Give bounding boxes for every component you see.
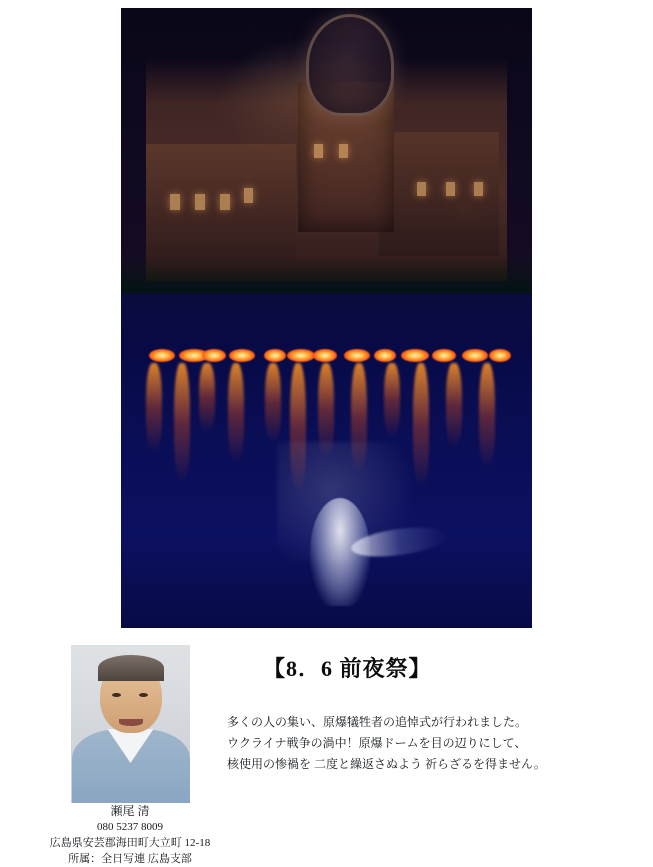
flame (432, 349, 456, 362)
article-body-line: 核使用の惨禍を 二度と繰返さぬよう 祈らざるを得ません。 (227, 757, 546, 771)
author-affiliation: 所属：全日写連 広島支部 (68, 853, 192, 865)
photo-canvas (121, 8, 532, 628)
lit-window (339, 144, 348, 158)
portrait-mouth (119, 719, 143, 726)
flame-reflection (228, 363, 244, 463)
flame (374, 349, 396, 362)
lit-window (170, 194, 180, 210)
author-phone: 080 5237 8009 (97, 821, 163, 833)
main-photograph (121, 8, 532, 628)
flame (462, 349, 488, 362)
flame (344, 349, 370, 362)
page-title: 【8．6 前夜祭】 (263, 656, 432, 681)
flame-reflection (174, 363, 190, 483)
atomic-bomb-dome-icon (306, 14, 394, 116)
lit-window (314, 144, 323, 158)
flame-reflection (446, 363, 462, 448)
author-credits (40, 803, 220, 867)
lit-window (195, 194, 205, 210)
flame (202, 349, 226, 362)
flame (489, 349, 511, 362)
portrait-eye-left (112, 693, 121, 697)
flame-reflection (199, 363, 215, 433)
article-body (227, 712, 546, 775)
lit-window (417, 182, 426, 196)
lit-window (474, 182, 483, 196)
flame (401, 349, 429, 362)
flame (313, 349, 337, 362)
flame (229, 349, 255, 362)
flame-reflection (384, 363, 400, 438)
treeline (121, 256, 532, 293)
portrait-eye-right (139, 693, 148, 697)
author-address: 広島県安芸郡海田町大立町 12-18 (49, 837, 211, 849)
lit-window (220, 194, 230, 210)
lit-window (244, 188, 253, 203)
article-body-line: ウクライナ戦争の渦中！原爆ドームを目の辺りにして、 (227, 736, 527, 750)
flame (264, 349, 286, 362)
flame-reflection (146, 363, 162, 453)
article-body-line: 多くの人の集い、原爆犠牲者の追悼式が行われました。 (227, 715, 528, 729)
portrait-hair (98, 655, 164, 681)
author-portrait (71, 645, 190, 803)
lit-window (446, 182, 455, 196)
flame-reflection (265, 363, 281, 443)
flame (149, 349, 175, 362)
author-name: 瀬尾 清 (110, 804, 150, 818)
flame (287, 349, 315, 362)
flame-reflection (479, 363, 495, 468)
